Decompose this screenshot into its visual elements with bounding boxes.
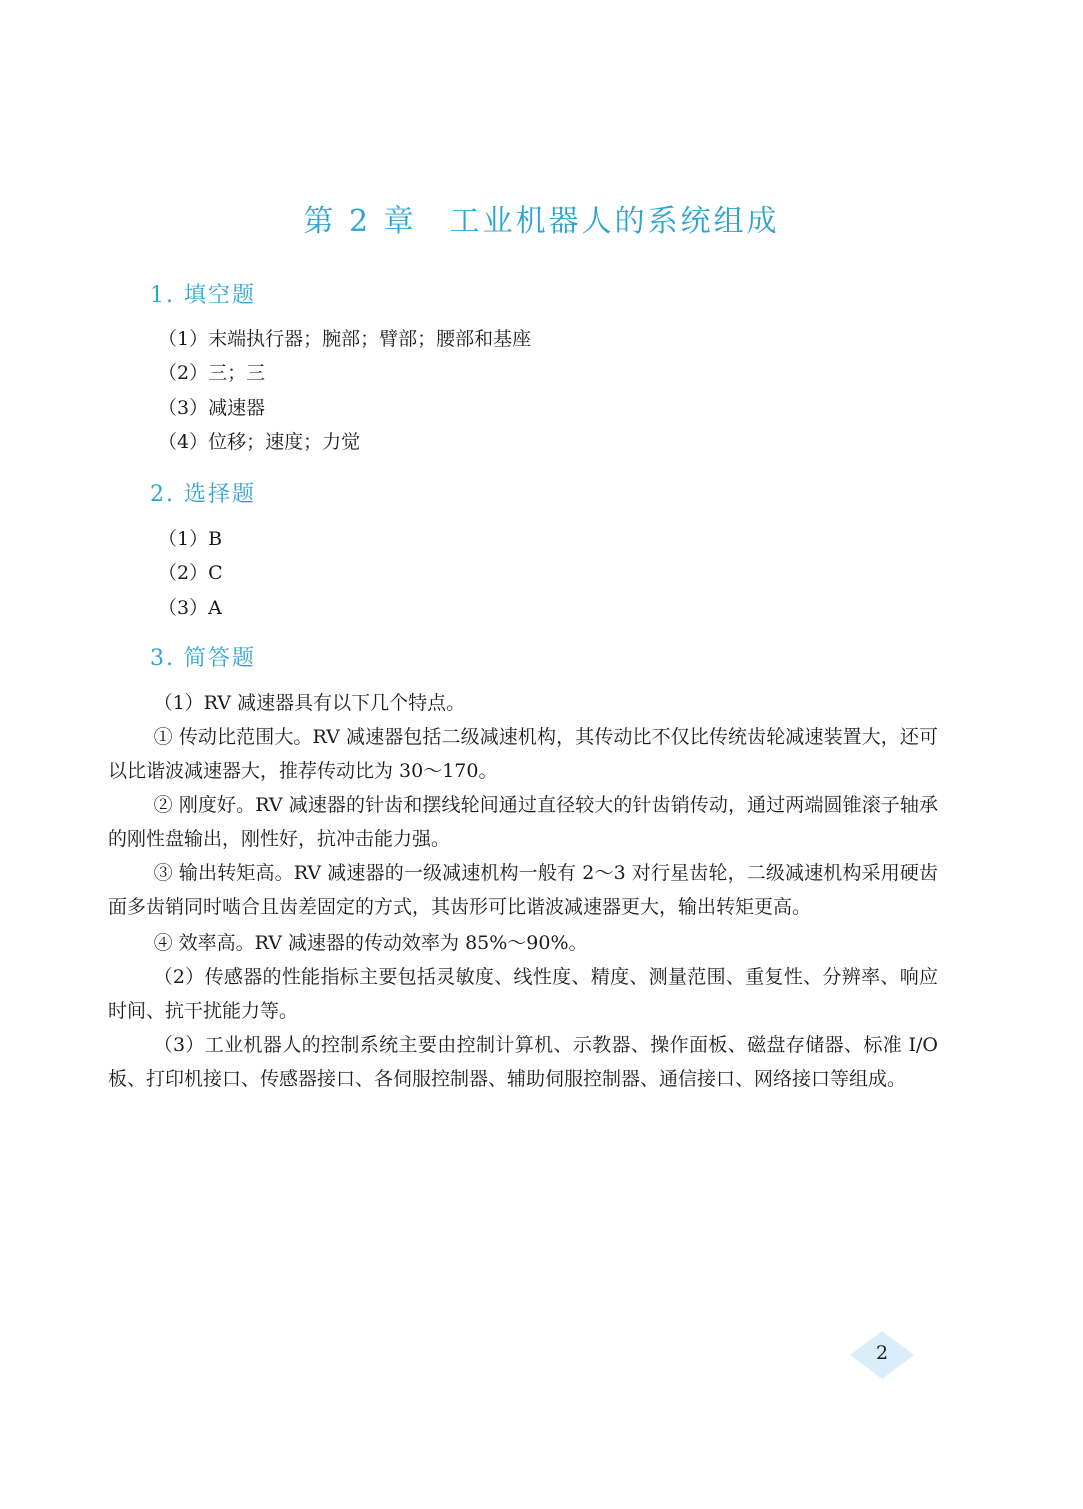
answer-line: （2）C	[158, 562, 223, 584]
answer-paragraph: ① 传动比范围大。RV 减速器包括二级减速机构，其传动比不仅比传统齿轮减速装置大，还可以比谐波减速器大，推荐传动比为 30～170。	[108, 726, 938, 782]
answer-paragraph: ③ 输出转矩高。RV 减速器的一级减速机构一般有 2～3 对行星齿轮，二级减速机构采用硬齿面多齿销同时啮合且齿差固定的方式，其齿形可比谐波减速器更大，输出转矩更高。	[108, 862, 938, 918]
page-number-badge	[848, 1329, 916, 1381]
answer-line: （4）位移；速度；力觉	[158, 431, 361, 453]
page-number: 2	[875, 1342, 889, 1364]
answer-paragraph: （2）传感器的性能指标主要包括灵敏度、线性度、精度、测量范围、重复性、分辨率、响应时间、抗干扰能力等。	[108, 966, 938, 1022]
section-heading-fill-in: 1. 填空题	[150, 283, 256, 308]
answer-paragraph: ② 刚度好。RV 减速器的针齿和摆线轮间通过直径较大的针齿销传动，通过两端圆锥滚子轴承的刚性盘输出，刚性好，抗冲击能力强。	[108, 794, 938, 850]
answer-paragraph: （1）RV 减速器具有以下几个特点。	[153, 692, 466, 714]
answer-line: （1）B	[158, 528, 223, 550]
answer-line: （2）三；三	[158, 362, 266, 384]
chapter-title: 第 2 章 工业机器人的系统组成	[303, 204, 780, 239]
section-heading-short-answer: 3. 简答题	[150, 646, 256, 671]
answer-paragraph: ④ 效率高。RV 减速器的传动效率为 85%～90%。	[153, 932, 588, 954]
answer-paragraph: （3）工业机器人的控制系统主要由控制计算机、示教器、操作面板、磁盘存储器、标准 I/O 板、打印机接口、传感器接口、各伺服控制器、辅助伺服控制器、通信接口、网络接口等组成。	[108, 1034, 938, 1090]
answer-line: （1）末端执行器；腕部；臂部；腰部和基座	[158, 328, 532, 350]
answer-line: （3）减速器	[158, 397, 266, 419]
section-heading-choice: 2. 选择题	[150, 482, 256, 507]
answer-line: （3）A	[158, 597, 222, 619]
